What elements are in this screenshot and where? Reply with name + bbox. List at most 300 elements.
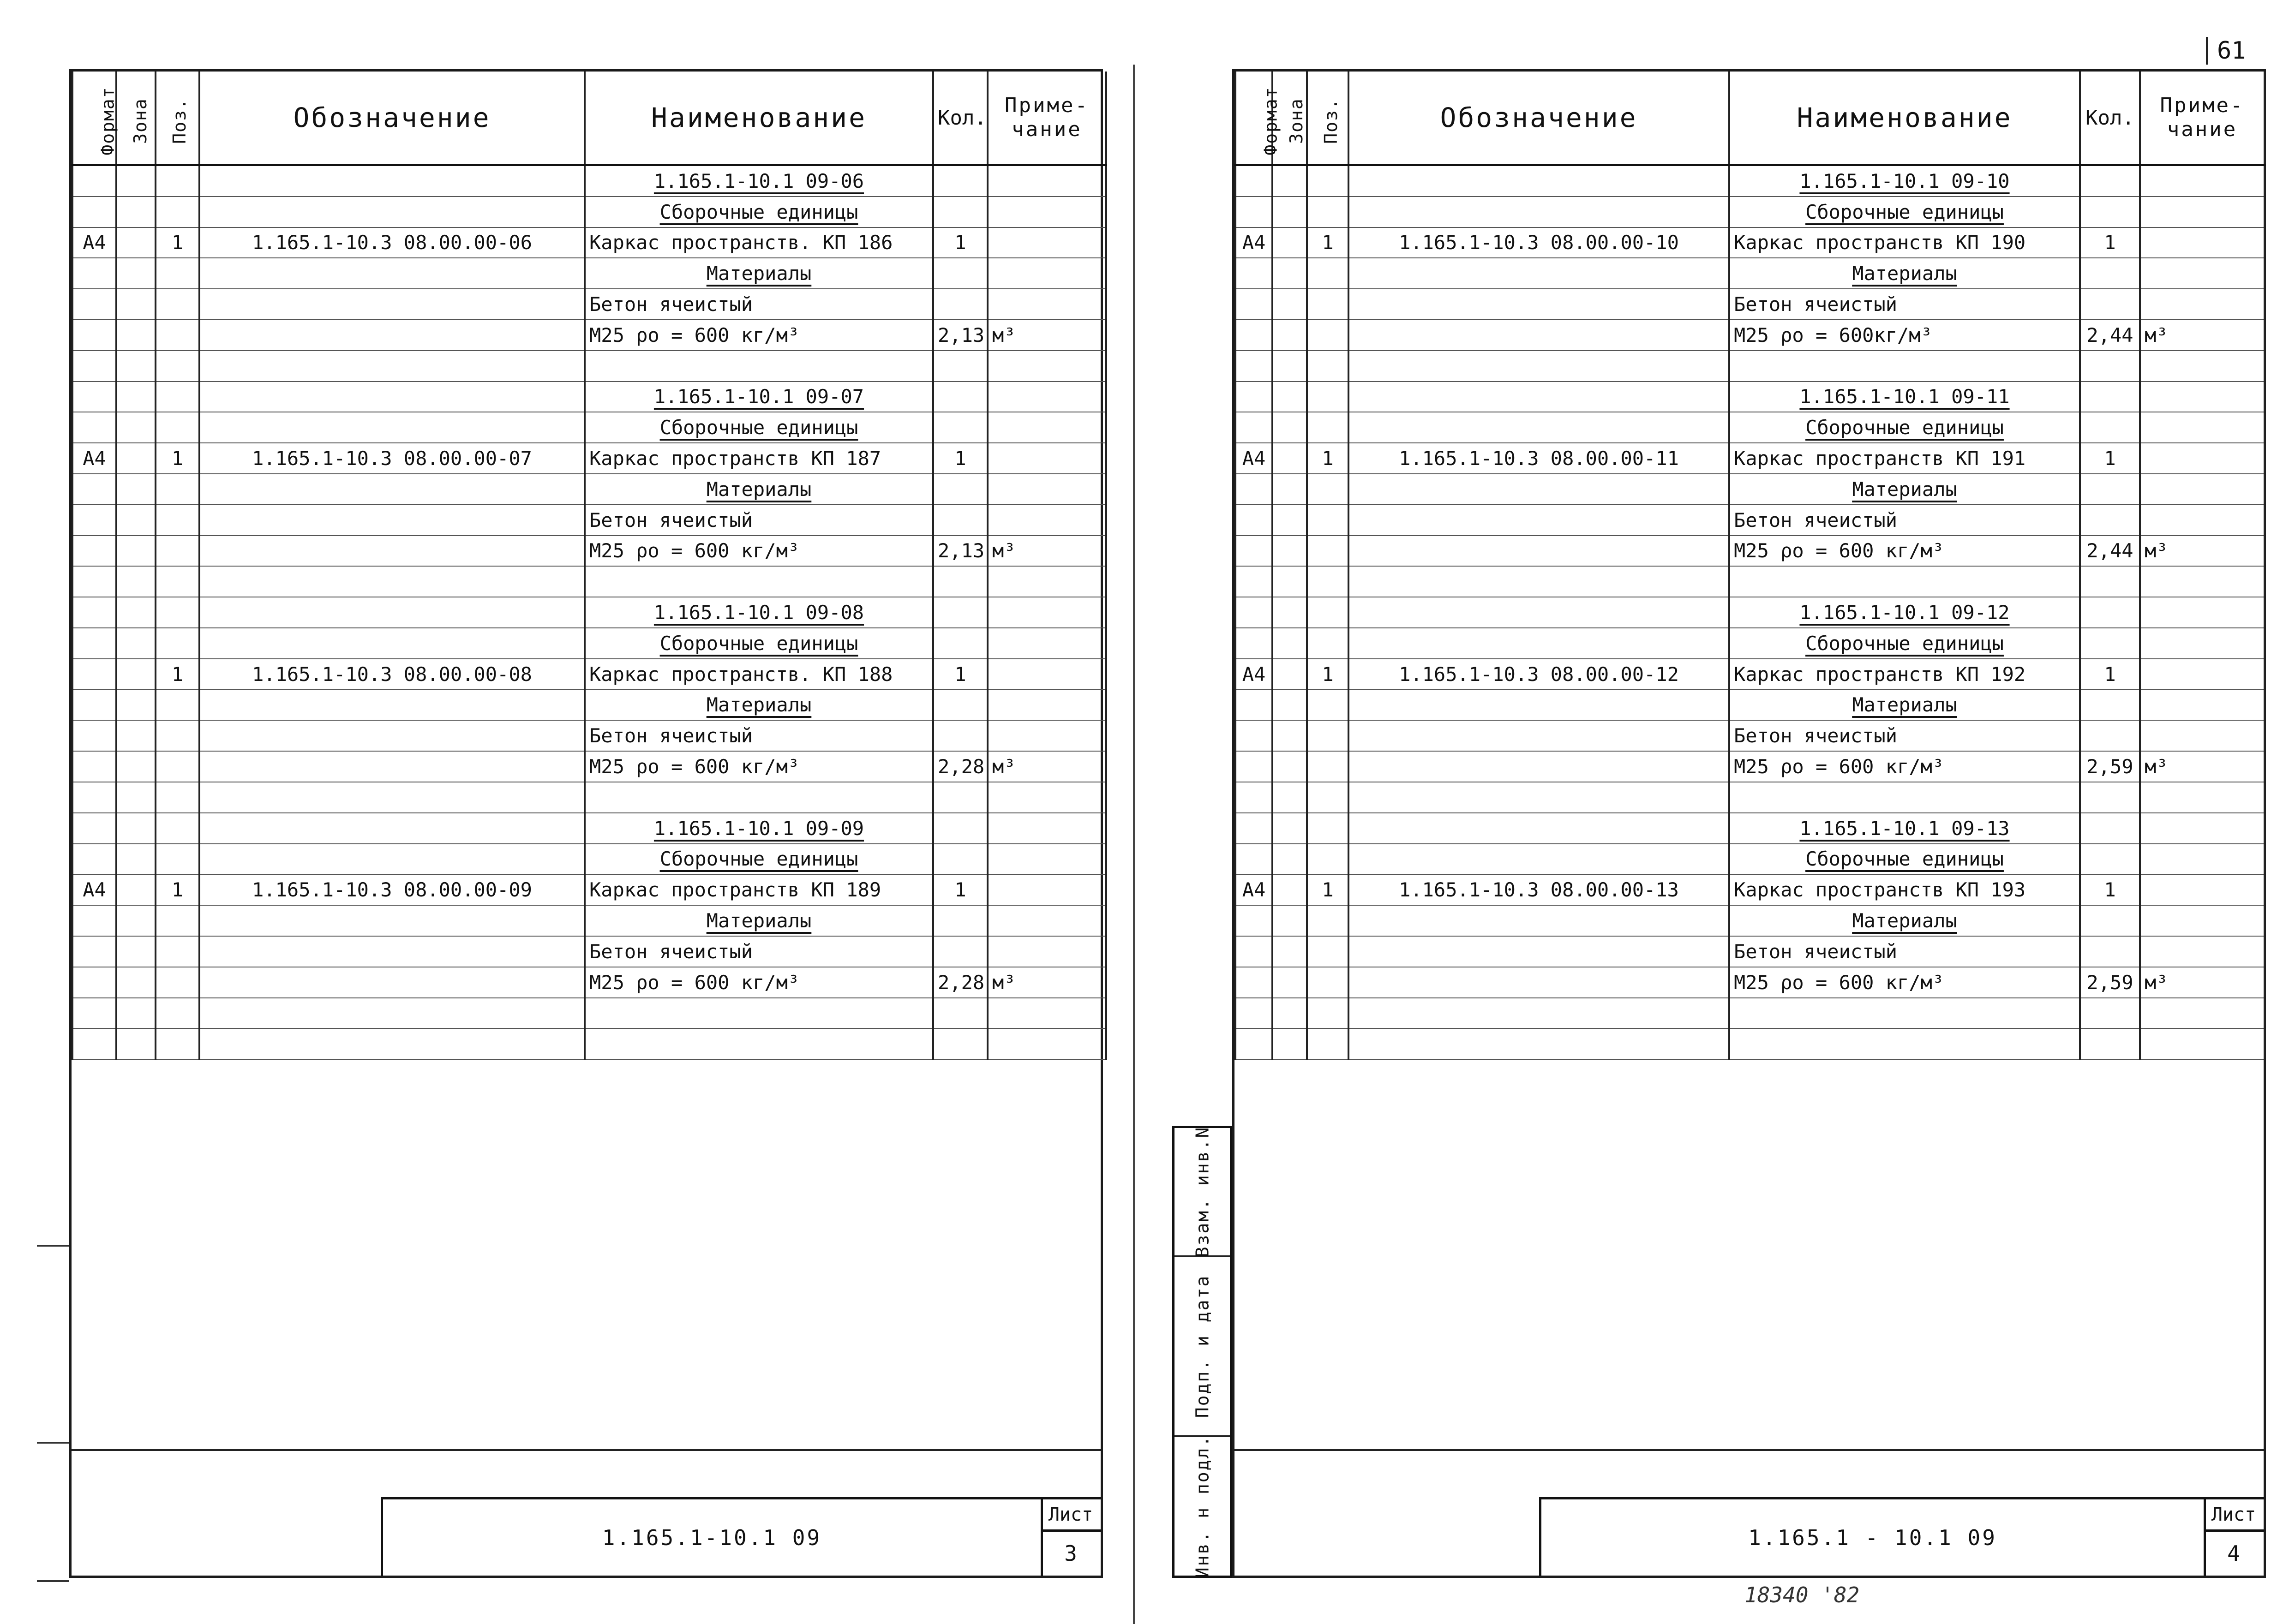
fold-mark	[37, 1580, 69, 1582]
note-cell	[2140, 227, 2265, 258]
designation-cell	[1348, 536, 1729, 567]
pos-cell: 1	[156, 227, 199, 258]
format-cell	[72, 905, 116, 936]
spec-row	[72, 874, 1106, 905]
spec-row	[1235, 505, 2265, 536]
format-cell	[72, 505, 116, 536]
pos-cell	[1307, 936, 1348, 967]
note-cell	[2140, 936, 2265, 967]
pos-cell	[156, 1028, 199, 1059]
zone-cell	[1272, 505, 1307, 536]
pos-cell	[1307, 505, 1348, 536]
spec-body-left	[72, 165, 1106, 1060]
format-cell	[72, 351, 116, 382]
spec-row	[1235, 782, 2265, 813]
qty-cell: 2,28	[933, 751, 988, 782]
spec-row	[1235, 905, 2265, 936]
qty-cell	[933, 813, 988, 844]
qty-cell	[933, 720, 988, 751]
zone-cell	[1272, 258, 1307, 289]
format-cell	[1235, 165, 1272, 197]
qty-cell	[2080, 351, 2140, 382]
designation-cell	[1348, 690, 1729, 721]
designation-cell: 1.165.1-10.3 08.00.00-12	[1348, 659, 1729, 690]
note-cell	[2140, 628, 2265, 659]
format-cell	[72, 936, 116, 967]
spec-row	[1235, 351, 2265, 382]
stamp-divider	[72, 1449, 1101, 1451]
spec-row	[1235, 967, 2265, 998]
side-stamp	[1172, 1126, 1232, 1578]
qty-cell	[2080, 628, 2140, 659]
pos-cell	[1307, 197, 1348, 227]
note-cell	[988, 197, 1106, 227]
format-cell	[1235, 566, 1272, 597]
note-cell	[2140, 351, 2265, 382]
spec-row	[1235, 1028, 2265, 1059]
designation-cell	[199, 382, 585, 412]
zone-cell	[1272, 720, 1307, 751]
qty-cell: 2,44	[2080, 320, 2140, 351]
pos-cell	[156, 967, 199, 998]
note-cell: м³	[988, 320, 1106, 351]
zone-cell	[116, 165, 156, 197]
format-cell	[1235, 844, 1272, 875]
name-cell: Материалы	[1729, 905, 2080, 936]
zone-cell	[116, 443, 156, 474]
name-cell: Сборочные единицы	[1729, 628, 2080, 659]
pos-cell	[1307, 320, 1348, 351]
note-cell: м³	[2140, 751, 2265, 782]
pos-cell	[156, 165, 199, 197]
qty-cell	[933, 197, 988, 227]
pos-cell	[156, 505, 199, 536]
name-cell: Каркас пространств. КП 188	[585, 659, 933, 690]
name-cell	[1729, 351, 2080, 382]
designation-cell	[1348, 382, 1729, 412]
col-zone-header: Зона	[1272, 72, 1307, 165]
qty-cell	[2080, 197, 2140, 227]
zone-cell	[116, 566, 156, 597]
note-cell	[988, 165, 1106, 197]
spec-row	[72, 597, 1106, 628]
spec-sheet-left	[69, 69, 1103, 1578]
note-cell	[2140, 905, 2265, 936]
spec-row	[1235, 628, 2265, 659]
qty-cell	[2080, 289, 2140, 320]
pos-cell	[1307, 536, 1348, 567]
pos-cell	[1307, 474, 1348, 505]
designation-cell	[1348, 998, 1729, 1029]
qty-cell: 2,44	[2080, 536, 2140, 567]
sheet-number: 3	[1064, 1541, 1077, 1566]
designation-cell	[1348, 720, 1729, 751]
name-cell: Бетон ячеистый	[585, 720, 933, 751]
format-cell: А4	[1235, 659, 1272, 690]
qty-cell	[2080, 382, 2140, 412]
zone-cell	[116, 382, 156, 412]
name-cell: Бетон ячеистый	[585, 936, 933, 967]
format-cell	[72, 659, 116, 690]
document-code: 1.165.1-10.1 09	[383, 1499, 1043, 1576]
qty-cell	[2080, 412, 2140, 443]
zone-cell	[1272, 751, 1307, 782]
pos-cell	[1307, 597, 1348, 628]
designation-cell	[1348, 258, 1729, 289]
qty-cell	[2080, 782, 2140, 813]
note-cell	[2140, 258, 2265, 289]
name-cell: Бетон ячеистый	[1729, 936, 2080, 967]
spec-row	[1235, 690, 2265, 721]
pos-cell	[156, 536, 199, 567]
zone-cell	[1272, 227, 1307, 258]
designation-cell	[1348, 412, 1729, 443]
zone-cell	[1272, 443, 1307, 474]
note-cell	[988, 443, 1106, 474]
pos-cell	[1307, 690, 1348, 721]
pos-cell	[156, 813, 199, 844]
qty-cell: 1	[2080, 659, 2140, 690]
format-cell	[1235, 382, 1272, 412]
sheet-number: 4	[2227, 1541, 2240, 1566]
spec-row	[1235, 165, 2265, 197]
pos-cell	[1307, 258, 1348, 289]
designation-cell	[1348, 351, 1729, 382]
designation-cell	[199, 782, 585, 813]
format-cell	[72, 289, 116, 320]
format-cell	[72, 165, 116, 197]
name-cell: 1.165.1-10.1 09-09	[585, 813, 933, 844]
note-cell	[2140, 659, 2265, 690]
designation-cell	[1348, 505, 1729, 536]
note-cell	[2140, 443, 2265, 474]
format-cell	[72, 382, 116, 412]
note-cell	[988, 227, 1106, 258]
fold-mark	[37, 1442, 69, 1444]
format-cell: А4	[1235, 443, 1272, 474]
pos-cell	[156, 936, 199, 967]
designation-cell	[199, 320, 585, 351]
note-cell	[988, 1028, 1106, 1059]
format-cell	[72, 474, 116, 505]
col-designation-header: Обозначение	[1348, 72, 1729, 165]
designation-cell	[199, 720, 585, 751]
col-note-header: Приме- чание	[988, 72, 1106, 165]
note-cell: м³	[988, 536, 1106, 567]
designation-cell	[1348, 566, 1729, 597]
zone-cell	[1272, 597, 1307, 628]
note-cell	[2140, 720, 2265, 751]
zone-cell	[1272, 690, 1307, 721]
note-cell	[988, 936, 1106, 967]
note-cell: м³	[2140, 536, 2265, 567]
zone-cell	[116, 351, 156, 382]
pos-cell	[1307, 751, 1348, 782]
name-cell: М25 ρo = 600 кг/м³	[585, 967, 933, 998]
col-pos-header: Поз.	[1307, 72, 1348, 165]
format-cell	[1235, 412, 1272, 443]
qty-cell: 2,59	[2080, 751, 2140, 782]
designation-cell	[1348, 905, 1729, 936]
sheet-label: Лист	[1041, 1499, 1101, 1532]
note-cell	[988, 474, 1106, 505]
designation-cell	[199, 566, 585, 597]
designation-cell: 1.165.1-10.3 08.00.00-08	[199, 659, 585, 690]
zone-cell	[1272, 474, 1307, 505]
pos-cell	[156, 289, 199, 320]
zone-cell	[1272, 936, 1307, 967]
designation-cell	[1348, 474, 1729, 505]
designation-cell	[1348, 1028, 1729, 1059]
format-cell	[1235, 1028, 1272, 1059]
spec-row	[72, 782, 1106, 813]
spec-row	[72, 474, 1106, 505]
note-cell	[988, 844, 1106, 875]
note-cell	[988, 289, 1106, 320]
qty-cell	[2080, 165, 2140, 197]
qty-cell	[2080, 905, 2140, 936]
qty-cell	[933, 382, 988, 412]
note-cell	[2140, 505, 2265, 536]
pos-cell	[156, 197, 199, 227]
name-cell: Сборочные единицы	[585, 412, 933, 443]
col-zone-header: Зона	[116, 72, 156, 165]
qty-cell	[933, 844, 988, 875]
name-cell: Сборочные единицы	[585, 628, 933, 659]
designation-cell: 1.165.1-10.3 08.00.00-06	[199, 227, 585, 258]
pos-cell	[1307, 1028, 1348, 1059]
note-cell	[2140, 1028, 2265, 1059]
name-cell: Материалы	[585, 905, 933, 936]
note-cell	[988, 505, 1106, 536]
col-name-header: Наименование	[1729, 72, 2080, 165]
name-cell: Каркас пространств КП 187	[585, 443, 933, 474]
name-cell	[585, 998, 933, 1029]
spec-sheet-right	[1232, 69, 2266, 1578]
qty-cell: 1	[2080, 227, 2140, 258]
pos-cell	[1307, 905, 1348, 936]
zone-cell	[1272, 628, 1307, 659]
spec-row	[72, 320, 1106, 351]
zone-cell	[116, 628, 156, 659]
sheet-label: Лист	[2204, 1499, 2264, 1532]
designation-cell	[199, 505, 585, 536]
note-cell	[988, 382, 1106, 412]
col-format-header: Формат	[1235, 72, 1272, 165]
pos-cell	[1307, 813, 1348, 844]
format-cell	[72, 813, 116, 844]
designation-cell: 1.165.1-10.3 08.00.00-07	[199, 443, 585, 474]
format-cell	[72, 1028, 116, 1059]
note-cell: м³	[988, 967, 1106, 998]
spec-row	[1235, 844, 2265, 875]
pos-cell	[156, 597, 199, 628]
designation-cell	[199, 998, 585, 1029]
note-cell	[988, 813, 1106, 844]
qty-cell: 1	[933, 659, 988, 690]
page-fold-line	[1133, 65, 1135, 1624]
spec-row	[1235, 382, 2265, 412]
pos-cell	[1307, 720, 1348, 751]
format-cell	[72, 258, 116, 289]
note-cell	[988, 412, 1106, 443]
spec-row	[72, 690, 1106, 721]
designation-cell	[1348, 628, 1729, 659]
pos-cell	[1307, 351, 1348, 382]
name-cell: М25 ρo = 600 кг/м³	[1729, 751, 2080, 782]
name-cell: 1.165.1-10.1 09-11	[1729, 382, 2080, 412]
designation-cell	[199, 412, 585, 443]
note-cell	[988, 690, 1106, 721]
format-cell	[1235, 905, 1272, 936]
designation-cell	[199, 905, 585, 936]
format-cell	[1235, 936, 1272, 967]
pos-cell: 1	[1307, 659, 1348, 690]
qty-cell	[933, 412, 988, 443]
format-cell	[1235, 690, 1272, 721]
spec-row	[72, 936, 1106, 967]
name-cell: Сборочные единицы	[1729, 412, 2080, 443]
spec-row	[72, 289, 1106, 320]
name-cell: 1.165.1-10.1 09-10	[1729, 165, 2080, 197]
qty-cell: 1	[2080, 443, 2140, 474]
spec-row	[1235, 720, 2265, 751]
zone-cell	[116, 197, 156, 227]
zone-cell	[1272, 382, 1307, 412]
zone-cell	[116, 720, 156, 751]
designation-cell	[1348, 844, 1729, 875]
zone-cell	[1272, 197, 1307, 227]
zone-cell	[116, 936, 156, 967]
name-cell	[585, 1028, 933, 1059]
designation-cell	[199, 258, 585, 289]
pos-cell	[156, 844, 199, 875]
designation-cell	[199, 690, 585, 721]
zone-cell	[116, 751, 156, 782]
spec-row	[72, 905, 1106, 936]
format-cell: А4	[72, 227, 116, 258]
note-cell	[2140, 597, 2265, 628]
name-cell: Каркас пространств КП 190	[1729, 227, 2080, 258]
zone-cell	[116, 597, 156, 628]
note-cell	[2140, 289, 2265, 320]
spec-row	[1235, 998, 2265, 1029]
pos-cell	[156, 720, 199, 751]
pos-cell	[156, 905, 199, 936]
format-cell	[72, 998, 116, 1029]
format-cell	[72, 690, 116, 721]
format-cell	[1235, 258, 1272, 289]
zone-cell	[1272, 165, 1307, 197]
spec-row	[72, 505, 1106, 536]
spec-row	[72, 227, 1106, 258]
format-cell	[72, 566, 116, 597]
qty-cell	[2080, 998, 2140, 1029]
document-code: 1.165.1 - 10.1 09	[1541, 1499, 2206, 1576]
note-cell	[988, 628, 1106, 659]
designation-cell	[199, 936, 585, 967]
zone-cell	[116, 1028, 156, 1059]
side-stamp-vzam: Взам. инв.N	[1174, 1128, 1230, 1257]
name-cell: Бетон ячеистый	[1729, 505, 2080, 536]
format-cell: А4	[72, 443, 116, 474]
designation-cell	[1348, 165, 1729, 197]
pos-cell	[156, 412, 199, 443]
format-cell	[1235, 782, 1272, 813]
qty-cell	[2080, 844, 2140, 875]
note-cell	[2140, 474, 2265, 505]
spec-row	[72, 197, 1106, 227]
format-cell: А4	[72, 874, 116, 905]
zone-cell	[116, 782, 156, 813]
qty-cell	[2080, 474, 2140, 505]
spec-row	[1235, 227, 2265, 258]
pos-cell	[1307, 412, 1348, 443]
pos-cell: 1	[156, 443, 199, 474]
spec-row	[1235, 536, 2265, 567]
handwritten-note: 18340 '82	[1744, 1582, 1860, 1607]
note-cell	[988, 874, 1106, 905]
name-cell	[1729, 782, 2080, 813]
spec-row	[72, 628, 1106, 659]
name-cell: М25 ρo = 600кг/м³	[1729, 320, 2080, 351]
note-cell: м³	[988, 751, 1106, 782]
format-cell	[1235, 320, 1272, 351]
format-cell	[1235, 720, 1272, 751]
zone-cell	[116, 474, 156, 505]
format-cell	[1235, 536, 1272, 567]
qty-cell	[933, 258, 988, 289]
name-cell: М25 ρo = 600 кг/м³	[585, 536, 933, 567]
spec-row	[72, 967, 1106, 998]
zone-cell	[116, 320, 156, 351]
col-designation-header: Обозначение	[199, 72, 585, 165]
spec-row	[72, 412, 1106, 443]
spec-row	[1235, 412, 2265, 443]
qty-cell	[2080, 720, 2140, 751]
pos-cell	[156, 351, 199, 382]
zone-cell	[1272, 844, 1307, 875]
designation-cell	[1348, 782, 1729, 813]
qty-cell	[2080, 597, 2140, 628]
qty-cell	[2080, 505, 2140, 536]
format-cell	[1235, 813, 1272, 844]
qty-cell: 2,13	[933, 536, 988, 567]
name-cell: Каркас пространств. КП 186	[585, 227, 933, 258]
zone-cell	[116, 412, 156, 443]
designation-cell	[1348, 320, 1729, 351]
designation-cell	[199, 474, 585, 505]
format-cell	[1235, 967, 1272, 998]
designation-cell	[199, 628, 585, 659]
zone-cell	[1272, 782, 1307, 813]
designation-cell: 1.165.1-10.3 08.00.00-13	[1348, 874, 1729, 905]
name-cell	[1729, 998, 2080, 1029]
note-cell: м³	[2140, 320, 2265, 351]
designation-cell	[1348, 289, 1729, 320]
designation-cell	[1348, 967, 1729, 998]
name-cell: Каркас пространств КП 193	[1729, 874, 2080, 905]
spec-row	[72, 165, 1106, 197]
zone-cell	[1272, 536, 1307, 567]
format-cell	[1235, 351, 1272, 382]
page-number: 61	[2206, 37, 2246, 65]
qty-cell	[933, 597, 988, 628]
format-cell	[1235, 628, 1272, 659]
zone-cell	[1272, 967, 1307, 998]
pos-cell: 1	[1307, 443, 1348, 474]
qty-cell	[933, 782, 988, 813]
